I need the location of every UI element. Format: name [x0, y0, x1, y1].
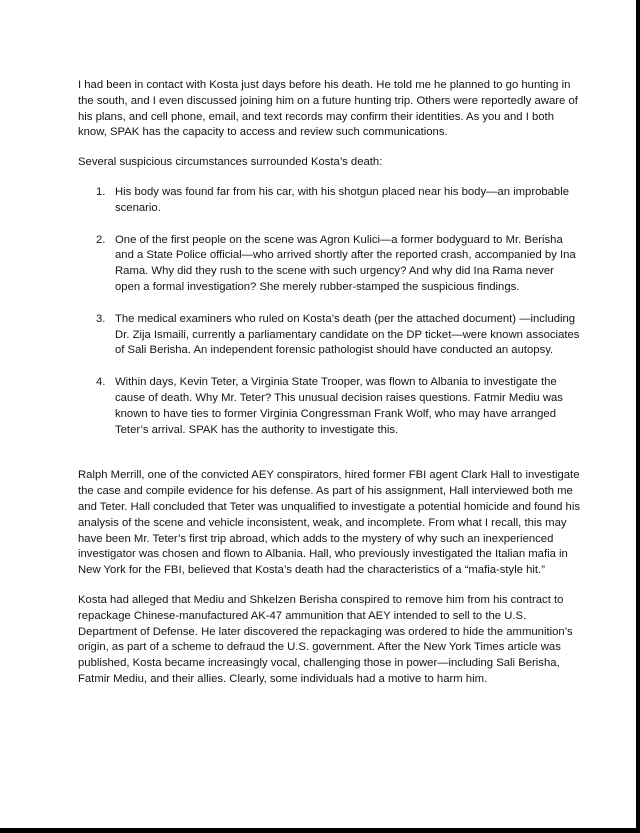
list-item-number: 2.: [96, 233, 106, 246]
list-item-number: 3.: [96, 312, 106, 325]
list-item-text: His body was found far from his car, with his shotgun placed near his body—an improbable scenario.: [115, 185, 569, 214]
circumstances-list: [78, 185, 582, 438]
list-item-text: Within days, Kevin Teter, a Virginia State Trooper, was flown to Albania to investigate the cause of death. Why Mr. Teter? This unusual decision raises questions. Fatmir Mediu was known to have ties to former Virginia Congressman Frank Wolf, who may have arranged Teter’s arrival. SPAK has the authority to investigate this.: [115, 376, 563, 436]
paragraph-merrill: Ralph Merrill, one of the convicted AEY conspirators, hired former FBI agent Clark Hall to investigate the case and compile evidence for his defense. As part of his assignment, Hall interviewed both me and Teter. Hall concluded that Teter was unqualified to investigate a potential homicide and found his analysis of the scene and vehicle inconsistent, weak, and incomplete. From what I recall, this may have been Mr. Teter’s first trip abroad, which adds to the mystery of why such an inexperienced investigator was chosen and flown to Albania. Hall, who previously investigated the Italian mafia in New York for the FBI, believed that Kosta’s death had the characteristics of a “mafia-style hit.”: [78, 469, 580, 577]
list-item: [78, 375, 582, 438]
paragraph-allegation: Kosta had alleged that Mediu and Shkelzen Berisha conspired to remove him from his contract to repackage Chinese-manufactured AK-47 ammunition that AEY intended to sell to the U.S. Department of Defense. He later discovered the repackaging was ordered to hide the ammunition’s origin, as part of a scheme to defraud the U.S. government. After the New York Times article was published, Kosta became increasingly vocal, challenging those in power—including Sali Berisha, Fatmir Mediu, and their allies. Clearly, some individuals had a motive to harm him.: [78, 593, 573, 685]
list-item-number: 4.: [96, 376, 106, 389]
list-item: [78, 312, 582, 359]
list-item-text: The medical examiners who ruled on Kosta’s death (per the attached document) —including Dr. Zija Ismaili, currently a parliamentary candidate on the DP ticket—were known associates of Sali Berisha. An independent forensic pathologist should have conducted an autopsy.: [115, 312, 580, 357]
list-item: [78, 233, 582, 296]
paragraph-intro: I had been in contact with Kosta just days before his death. He told me he planned to go hunting in the south, and I even discussed joining him on a future hunting trip. Others were reportedly aware of his plans, and cell phone, email, and text records may confirm their identities. As you and I both know, SPAK has the capacity to access and review such communications.: [78, 79, 578, 139]
list-item: [78, 185, 582, 217]
list-item-text: One of the first people on the scene was Agron Kulici—a former bodyguard to Mr. Berisha and a State Police official—who arrived shortly after the reported crash, accompanied by Ina Rama. Why did they rush to the scene with such urgency? And why did Ina Rama never open a formal investigation? She merely rubber-stamped the suspicious findings.: [115, 233, 576, 293]
list-item-number: 1.: [96, 185, 106, 198]
paragraph-list-intro: Several suspicious circumstances surrounded Kosta’s death:: [78, 156, 383, 169]
